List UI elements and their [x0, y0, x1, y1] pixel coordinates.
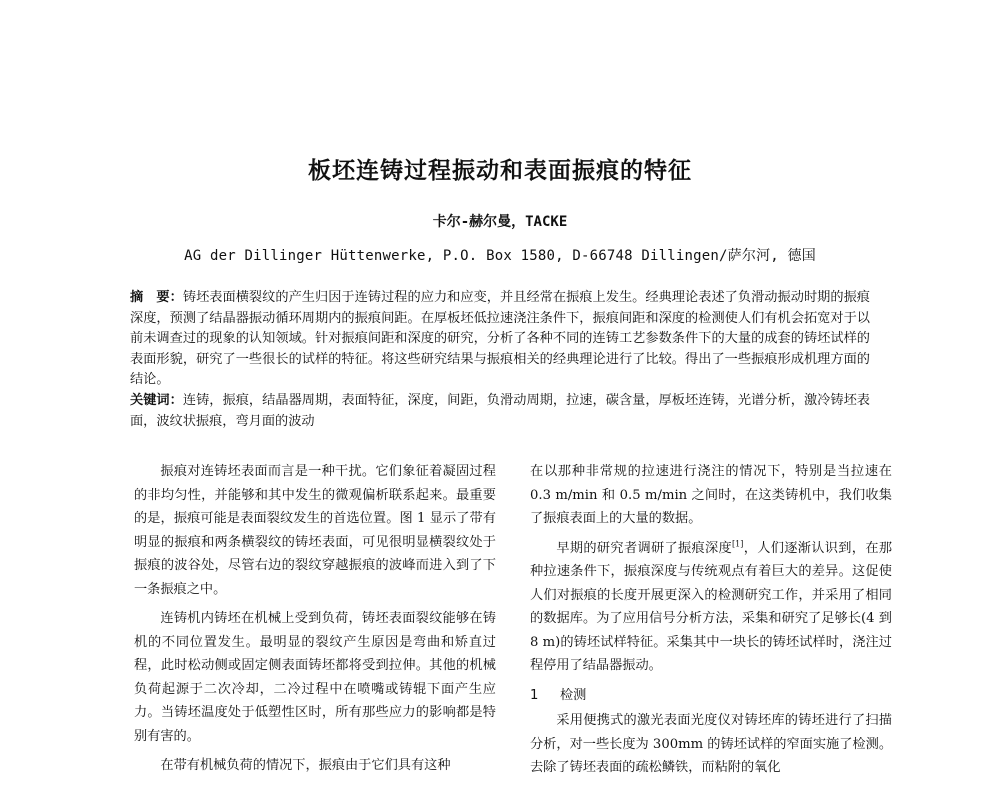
left-column: [134, 460, 496, 784]
body-paragraph: [530, 537, 892, 678]
abstract-label: 摘 要：: [130, 290, 183, 305]
body-paragraph: 采用便携式的激光表面光度仪对铸坯库的铸坯进行了扫描分析，对一些长度为 300mm 的铸坯试样的窄面实施了检测。去除了铸坯表面的疏松鳞铁，而粘附的氧化: [530, 713, 892, 775]
body-paragraph: 连铸机内铸坯在机械上受到负荷，铸坯表面裂纹能够在铸机的不同位置发生。最明显的裂纹产生原因是弯曲和矫直过程，此时松动侧或固定侧表面铸坯都将受到拉伸。其他的机械负荷起源于二次冷却，二冷过程中在喷嘴或铸辊下面产生应力。当铸坯温度处于低塑性区时，所有那些应力的影响都是特别有害的。: [134, 611, 496, 744]
keywords-text: 连铸，振痕，结晶器周期，表面特征，深度，间距，负滑动周期，拉速，碳含量，厚板坯连铸，光谱分析，激冷铸坯表面，波纹状振痕，弯月面的波动: [130, 392, 870, 429]
body-paragraph: 振痕对连铸坯表面而言是一种干扰。它们象征着凝固过程的非均匀性，并能够和其中发生的微观偏析联系起来。最重要的是，振痕可能是表面裂纹发生的首选位置。图 1 显示了带有明显的振痕和两条横裂纹的铸坯表面，可见很明显横裂纹处于振痕的波谷处，尽管右边的裂纹穿越振痕的波峰而进入到了下一条振痕之中。: [134, 464, 496, 597]
paper-title: 板坯连铸过程振动和表面振痕的特征: [308, 158, 692, 184]
keywords-paragraph: [130, 391, 870, 432]
abstract-text: 铸坯表面横裂纹的产生归因于连铸过程的应力和应变，并且经常在振痕上发生。经典理论表述了负滑动振动时期的振痕深度，预测了结晶器振动循环周期内的振痕间距。在厚板坯低拉速浇注条件下，振痕间距和深度的检测使人们有机会拓宽对于以前未调查过的现象的认知领域。针对振痕间距和深度的研究，分析了各种不同的连铸工艺参数条件下的大量的成套的铸坯试样的表面形貌，研究了一些很长的试样的特征。将这些研究结果与振痕相关的经典理论进行了比较。得出了一些振痕形成机理方面的结论。: [130, 290, 870, 388]
citation-reference: [1]: [732, 539, 744, 549]
abstract-block: [130, 288, 870, 432]
author-line: 卡尔-赫尔曼，TACKE: [432, 214, 568, 230]
body-text: ，人们逐渐认识到，在那种拉速条件下，振痕深度与传统观点有着巨大的差异。这促使人们对振痕的长度开展更深入的检测研究工作，并采用了相同的数据库。为了应用信号分析方法，采集和研究了足够长(4 到 8 m)的铸坯试样特征。采集其中一块长的铸坯试样时，浇注过程停用了结晶器振动。: [530, 540, 893, 673]
right-column: [530, 460, 892, 786]
body-text: 早期的研究者调研了振痕深度: [556, 540, 733, 556]
affiliation-line: AG der Dillinger Hüttenwerke, P.O. Box 1580, D-66748 Dillingen/萨尔河, 德国: [184, 248, 816, 264]
section-heading: [530, 684, 892, 708]
body-paragraph: 在以那种非常规的拉速进行浇注的情况下，特别是当拉速在 0.3 m/min 和 0.5 m/min 之间时，在这类铸机中，我们收集了振痕表面上的大量的数据。: [530, 464, 892, 526]
keywords-label: 关键词：: [130, 392, 183, 408]
body-paragraph: 在带有机械负荷的情况下，振痕由于它们具有这种: [160, 758, 451, 773]
abstract-paragraph: [130, 288, 870, 391]
section-number: 1: [530, 687, 539, 703]
section-title: 检测: [560, 687, 587, 703]
